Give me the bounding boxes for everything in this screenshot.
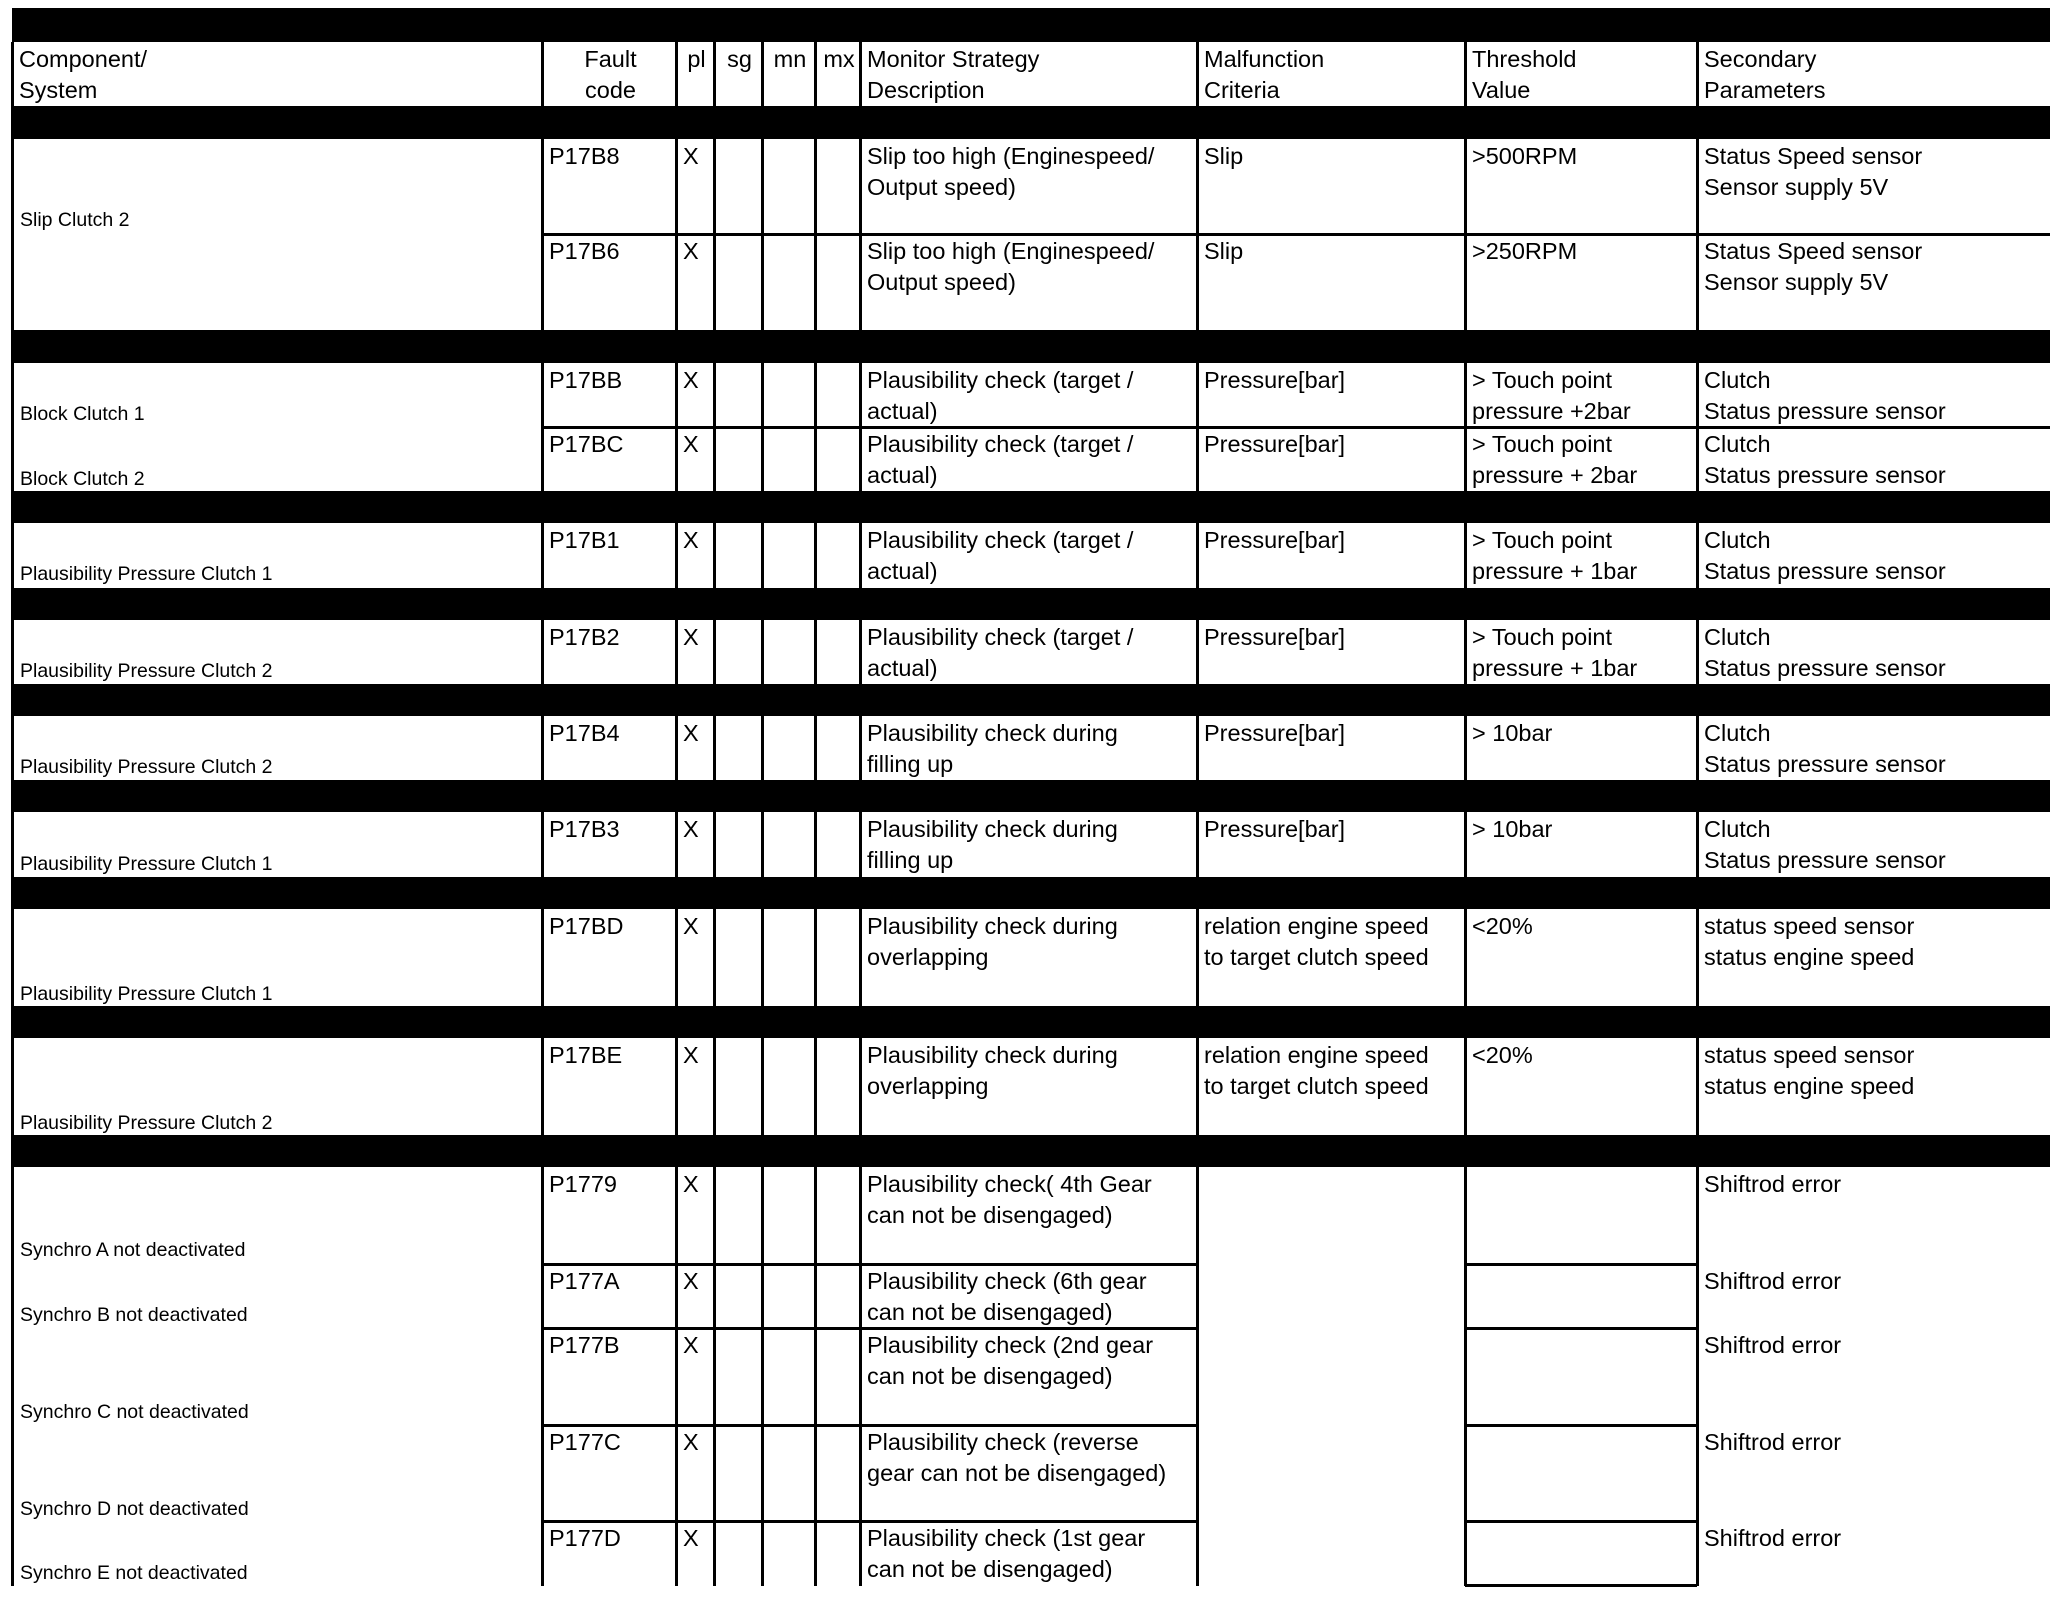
cell-secondary: Shiftrod error [1704,1332,1842,1358]
cell-code: P17B2 [549,624,620,650]
cell-pl: X [683,1268,699,1294]
column-divider [761,42,764,1586]
cell-malfunction: Pressure[bar] [1204,816,1346,842]
cell-code: P17BC [549,431,624,457]
cell-malfunction: relation engine speed to target clutch speed [1204,913,1429,970]
cell-code: P177D [549,1525,621,1551]
cell-threshold [1468,1523,1697,1586]
cell-malfunction [1200,1330,1465,1425]
cell-secondary: status speed sensor status engine speed [1704,913,1915,970]
cell-monitor: Plausibility check (target / actual) [867,527,1134,584]
component-label: Plausibility Pressure Clutch 1 [20,983,273,1005]
column-divider [814,42,817,1586]
cell-secondary: Clutch Status pressure sensor [1704,367,1946,424]
cell-malfunction: Pressure[bar] [1204,527,1346,553]
cell-secondary: Shiftrod error [1704,1268,1842,1294]
component-label: Slip Clutch 2 [20,209,130,231]
cell-pl: X [683,1042,699,1068]
cell-monitor: Slip too high (Enginespeed/ Output speed) [867,238,1155,295]
cell-malfunction [1200,1427,1465,1521]
cell-malfunction: Pressure[bar] [1204,367,1346,393]
column-divider [1196,42,1199,1586]
cell-secondary: Shiftrod error [1704,1171,1842,1197]
component-label: Plausibility Pressure Clutch 2 [20,1112,273,1134]
cell-malfunction [1200,1266,1465,1328]
cell-threshold: > 10bar [1472,720,1553,746]
column-divider [11,42,14,1586]
table-top-band [12,8,2050,42]
cell-threshold: >500RPM [1472,143,1578,169]
cell-code: P177A [549,1268,620,1294]
component-label: Block Clutch 2 [20,468,145,490]
column-divider [541,42,544,1586]
cell-threshold: <20% [1472,1042,1533,1068]
cell-secondary: Clutch Status pressure sensor [1704,816,1946,873]
header-mx: mx [823,46,855,72]
cell-threshold: > Touch point pressure + 2bar [1472,431,1638,488]
column-divider [1696,42,1699,1586]
cell-threshold [1468,1266,1697,1328]
cell-malfunction: Slip [1204,143,1244,169]
group-separator-band [12,330,2050,363]
cell-monitor: Plausibility check during filling up [867,720,1118,777]
cell-threshold [1468,1427,1697,1521]
cell-code: P17B1 [549,527,620,553]
cell-monitor: Plausibility check (target / actual) [867,431,1134,488]
cell-malfunction [1200,1169,1465,1264]
cell-monitor: Plausibility check during filling up [867,816,1118,873]
table-bottom-edge [1465,1584,1697,1587]
cell-malfunction: Pressure[bar] [1204,720,1346,746]
component-label: Plausibility Pressure Clutch 2 [20,756,273,778]
group-separator-band [12,1135,2050,1167]
cell-threshold: <20% [1472,913,1533,939]
group-separator-band [12,1006,2050,1038]
header-component: Component/ System [19,46,148,103]
cell-pl: X [683,816,699,842]
cell-pl: X [683,431,699,457]
header-mn: mn [773,46,807,72]
cell-secondary: Clutch Status pressure sensor [1704,720,1946,777]
header-secondary: Secondary Parameters [1704,46,1826,103]
cell-code: P177C [549,1429,621,1455]
cell-secondary: Shiftrod error [1704,1429,1842,1455]
cell-pl: X [683,913,699,939]
cell-secondary: Clutch Status pressure sensor [1704,624,1946,681]
header-fault-code: Fault code [584,46,637,103]
cell-monitor: Plausibility check( 4th Gear can not be disengaged) [867,1171,1152,1228]
cell-code: P17B6 [549,238,620,264]
header-threshold: Threshold Value [1472,46,1577,103]
group-separator-band [12,780,2050,812]
component-label: Plausibility Pressure Clutch 2 [20,660,273,682]
cell-threshold: > Touch point pressure + 1bar [1472,624,1638,681]
cell-pl: X [683,624,699,650]
component-label: Synchro D not deactivated [20,1498,249,1520]
cell-malfunction: relation engine speed to target clutch speed [1204,1042,1429,1099]
component-label: Synchro E not deactivated [20,1562,248,1584]
header-pl: pl [687,46,706,72]
group-separator-band [12,588,2050,620]
cell-threshold [1468,1169,1697,1264]
column-divider [859,42,862,1586]
cell-monitor: Plausibility check during overlapping [867,1042,1118,1099]
cell-code: P17B4 [549,720,620,746]
cell-threshold: >250RPM [1472,238,1578,264]
cell-threshold [1468,1330,1697,1425]
cell-code: P17BB [549,367,623,393]
cell-secondary: status speed sensor status engine speed [1704,1042,1915,1099]
cell-monitor: Plausibility check (target / actual) [867,624,1134,681]
cell-secondary: Clutch Status pressure sensor [1704,527,1946,584]
cell-malfunction: Pressure[bar] [1204,624,1346,650]
cell-code: P17B3 [549,816,620,842]
component-label: Synchro B not deactivated [20,1304,248,1326]
cell-monitor: Plausibility check during overlapping [867,913,1118,970]
cell-secondary: Status Speed sensor Sensor supply 5V [1704,238,1923,295]
component-label: Plausibility Pressure Clutch 1 [20,853,273,875]
cell-malfunction: Pressure[bar] [1204,431,1346,457]
cell-monitor: Slip too high (Enginespeed/ Output speed) [867,143,1155,200]
cell-pl: X [683,527,699,553]
group-separator-band [12,684,2050,716]
cell-monitor: Plausibility check (target / actual) [867,367,1134,424]
cell-code: P17B8 [549,143,620,169]
cell-pl: X [683,1332,699,1358]
component-label: Plausibility Pressure Clutch 1 [20,563,273,585]
cell-pl: X [683,238,699,264]
cell-threshold: > Touch point pressure +2bar [1472,367,1631,424]
cell-code: P17BE [549,1042,623,1068]
group-separator-band [12,491,2050,523]
component-label: Synchro C not deactivated [20,1401,249,1423]
cell-monitor: Plausibility check (1st gear can not be disengaged) [867,1525,1146,1582]
cell-secondary: Shiftrod error [1704,1525,1842,1551]
cell-monitor: Plausibility check (reverse gear can not be disengaged) [867,1429,1167,1486]
cell-malfunction [1200,1523,1465,1586]
cell-pl: X [683,1525,699,1551]
cell-threshold: > 10bar [1472,816,1553,842]
header-monitor: Monitor Strategy Description [867,46,1040,103]
group-separator-band [12,877,2050,909]
header-malfunction: Malfunction Criteria [1204,46,1325,103]
cell-code: P1779 [549,1171,617,1197]
cell-threshold: > Touch point pressure + 1bar [1472,527,1638,584]
cell-malfunction: Slip [1204,238,1244,264]
cell-pl: X [683,143,699,169]
component-label: Synchro A not deactivated [20,1239,246,1261]
cell-pl: X [683,367,699,393]
cell-pl: X [683,1429,699,1455]
header-sg: sg [727,46,752,72]
cell-pl: X [683,720,699,746]
column-divider [1464,42,1467,1586]
component-label: Block Clutch 1 [20,403,145,425]
cell-pl: X [683,1171,699,1197]
cell-code: P177B [549,1332,620,1358]
group-separator-band [12,106,2050,139]
cell-monitor: Plausibility check (6th gear can not be disengaged) [867,1268,1147,1325]
column-divider [713,42,716,1586]
cell-secondary: Clutch Status pressure sensor [1704,431,1946,488]
cell-monitor: Plausibility check (2nd gear can not be disengaged) [867,1332,1154,1389]
cell-secondary: Status Speed sensor Sensor supply 5V [1704,143,1923,200]
cell-code: P17BD [549,913,624,939]
column-divider [675,42,678,1586]
